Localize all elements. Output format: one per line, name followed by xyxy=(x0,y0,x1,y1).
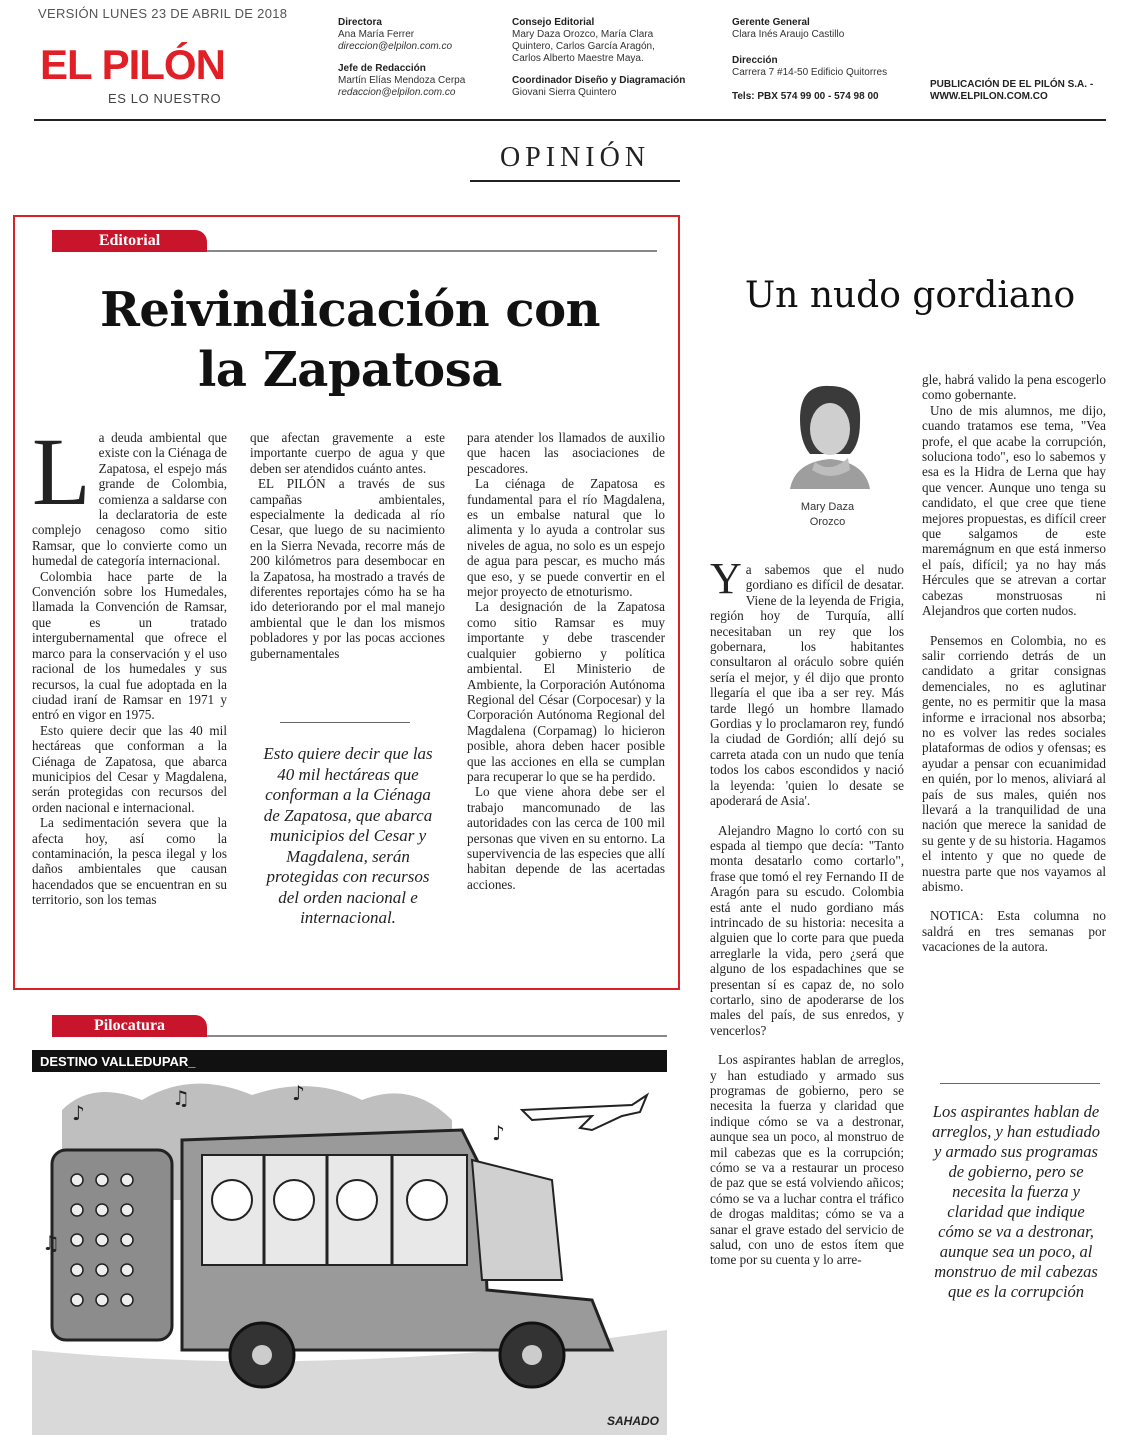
pilocatura-tag-rule xyxy=(207,1035,667,1037)
edition-date: VERSIÓN LUNES 23 DE ABRIL DE 2018 xyxy=(38,6,288,21)
column-body-1 xyxy=(710,554,904,1268)
masthead-staff-col3 xyxy=(732,17,887,103)
directora-email[interactable]: direccion@elpilon.com.co xyxy=(338,41,453,52)
editorial-paragraph: Lo que viene ahora debe ser el trabajo mancomunado de las autoridades con las cerca de 100 mil personas que viven en su entorno. La supervivencia de las especies que allí habitan depende de las acertadas acciones. xyxy=(467,784,665,892)
svg-text:♫: ♫ xyxy=(42,1231,60,1255)
directora-title: Directora xyxy=(338,17,382,28)
editorial-headline-line2: la Zapatosa xyxy=(198,342,502,398)
editorial-dropcap: L xyxy=(32,418,91,525)
bus-cartoon-illustration[interactable] xyxy=(32,1050,667,1435)
masthead-rule xyxy=(34,119,1106,121)
newspaper-logo[interactable]: EL PILÓN xyxy=(40,41,225,88)
publisher-info xyxy=(930,79,1093,103)
author-portrait-icon xyxy=(770,374,885,489)
author-name-line1: Mary Daza xyxy=(800,501,855,513)
consejo-names-1: Mary Daza Orozco, María Clara xyxy=(512,29,654,40)
tels: Tels: PBX 574 99 00 - 574 98 00 xyxy=(732,91,879,102)
newspaper-slogan: ES LO NUESTRO xyxy=(108,91,222,106)
column-dropcap: Y xyxy=(710,554,742,603)
column-paragraph: Uno de mis alumnos, me dijo, cuando tratamos ese tema, "Vea profe, el que acabe la corrupción, soluciona todo", eso lo sabemos y esa es la Hidra de Lerna que hay que vencer. Aunque uno tenga su candidato, el que cree que tiene mejores propuestas, es difícil creer que salgamos de este maremágnum en que está inmerso el país, difícil; ya no hay más Hércules que se atrevan a cortar cabezas monstruosas ni Alejandros que corten nudos. xyxy=(922,402,1106,619)
consejo-names-3: Carlos Alberto Maestre Maya. xyxy=(512,53,644,64)
section-rule xyxy=(470,180,680,182)
publisher-website[interactable]: WWW.ELPILON.COM.CO xyxy=(930,91,1048,102)
editorial-tag-rule xyxy=(207,250,657,252)
editorial-paragraph: a deuda ambiental que existe con la Ciénaga de Zapatosa, el espejo más grande de Colombia, comienza a saldarse con la declaratoria de este complejo cenagoso como sitio Ramsar, que lo convierte como un humedal de categoría internacional. xyxy=(32,430,227,569)
gerente-name: Clara Inés Araujo Castillo xyxy=(732,29,845,40)
editorial-column-2 xyxy=(250,430,445,661)
gerente-title: Gerente General xyxy=(732,17,810,28)
column-paragraph: Pensemos en Colombia, no es salir corriendo detrás de un candidato a gritar consignas demenciales, no es aglutinar gente, no es permitir que la masa informe e irracional nos absorba; no es volver las redes sociales plataformas de odios y ofensas; es ayudar a pensar con ecuanimidad en quién, por lo menos, aliviará al país de sus males, quién nos llevará a la tranquilidad de una nación que merece la sanidad de su gente y de su historia. Hagamos el intento y que no quede de nuestra parte que nos vayamos al abismo. xyxy=(922,632,1106,894)
editorial-paragraph: para atender los llamados de auxilio que hacen las asociaciones de pescadores. xyxy=(467,430,665,476)
editorial-pullquote: Esto quiere decir que las 40 mil hectáreas que conforman a la Ciénaga de Zapatosa, que abarca municipios del Cesar y Magdalena, serán protegidas con recursos del orden nacional e internacional. xyxy=(263,744,433,927)
editorial-tag: Editorial xyxy=(52,230,207,252)
coord-title: Coordinador Diseño y Diagramación xyxy=(512,75,686,86)
author-name xyxy=(760,500,895,530)
direccion-value: Carrera 7 #14-50 Edificio Quitorres xyxy=(732,67,888,78)
jefe-email[interactable]: redaccion@elpilon.com.co xyxy=(338,87,456,98)
pilocatura-tag: Pilocatura xyxy=(52,1015,207,1037)
column-paragraph: gle, habrá valido la pena escogerlo como gobernante. xyxy=(922,372,1106,403)
editorial-paragraph: Colombia hace parte de la Convención sobre los Humedales, llamada la Convención de Ramsar, que es un tratado intergubernamental que ofrece el marco para la conservación y el uso racional de los humedales y sus recursos, la cual fue adoptada en la ciudad iraní de Ramsar en 1971 y entró en vigor en 1975. xyxy=(32,568,227,723)
svg-text:♫: ♫ xyxy=(172,1086,190,1110)
publisher-name: PUBLICACIÓN DE EL PILÓN S.A. - xyxy=(930,79,1094,90)
directora-name: Ana María Ferrer xyxy=(338,29,415,40)
column-body-2 xyxy=(922,372,1106,955)
column-pullquote: Los aspirantes hablan de arreglos, y han estudiado y armado sus programas de gobierno, pero se necesita la fuerza y claridad que indique cómo se va a destronar, aunque sea un poco, al monstruo de mil cabezas que es la corrupción xyxy=(931,1102,1101,1301)
direccion-title: Dirección xyxy=(732,55,778,66)
editorial-paragraph: que afectan gravemente a este importante cuerpo de agua y que deben ser atendidos cuánto antes. xyxy=(250,430,445,476)
editorial-pullquote-rule xyxy=(280,722,410,723)
jefe-name: Martín Elías Mendoza Cerpa xyxy=(338,75,466,86)
column-pullquote-rule xyxy=(940,1083,1100,1084)
section-title: OPINIÓN xyxy=(499,142,651,173)
column-headline[interactable]: Un nudo gordiano xyxy=(744,275,1076,316)
column-paragraph: NOTICA: Esta columna no saldrá en tres semanas por vacaciones de la autora. xyxy=(922,908,1106,955)
editorial-headline-line1: Reivindicación con xyxy=(99,282,601,338)
coord-name: Giovani Sierra Quintero xyxy=(512,87,617,98)
editorial-paragraph: Esto quiere decir que las 40 mil hectáreas que conforman a la Ciénaga de Zapatosa, que abarca municipios del Cesar y Magdalena, serán protegidas con recursos del orden nacional e internacional. xyxy=(32,722,227,815)
cartoon-banner: DESTINO VALLEDUPAR_ xyxy=(40,1054,196,1069)
column-paragraph: Los aspirantes hablan de arreglos, y han estudiado y armado sus programas de gobierno, pero se necesita la fuerza y claridad que indique cómo se va a destronar, aunque sea un poco, al monstruo de mil cabezas que es la corrupción; cómo se va a restaurar un proceso de paz que se está volviendo añicos; cómo se va a luchar contra el tráfico de drogas malditas; cómo se va a sanar el grave estado del servicio de salud, con uno de estos ítem que tome por su cuenta y lo arre- xyxy=(710,1052,904,1268)
editorial-headline[interactable] xyxy=(40,280,660,400)
cartoon-signature: SAHADO xyxy=(607,1414,660,1428)
jefe-title: Jefe de Redacción xyxy=(338,63,426,74)
consejo-title: Consejo Editorial xyxy=(512,17,595,28)
svg-text:♪: ♪ xyxy=(292,1081,305,1105)
editorial-column-1 xyxy=(32,418,227,908)
editorial-column-3 xyxy=(467,430,665,892)
editorial-paragraph: La designación de la Zapatosa como sitio Ramsar es muy importante y debe trascender cualquier gobierno y política ambiental. El Ministerio de Ambiente, la Corporación Autónoma Regional del César (Corpocesar) y la Corporación Autónoma Regional del Magdalena (Corpamag) lo hicieron posible, ahora deben hacer posible que las acciones en ella se cumplan para recuperar lo que se ha perdido. xyxy=(467,599,665,784)
column-paragraph: Alejandro Magno lo cortó con su espada al tiempo que decía: "Tanto monta desatarlo como cortarlo", frase que tomó el rey Fernando II de Aragón para su escudo. Colombia está ante el nudo gordiano más intrincado de su historia: necesita a alguien que lo corte para que pueda arreglarle la vida, pero ¿será que alguno de los espadachines que se presentan sí es capaz de, no solo cortarlo, sino de apoderarse de los males del país, de sus enredos, y vencerlos? xyxy=(710,822,904,1038)
consejo-names-2: Quintero, Carlos García Aragón, xyxy=(512,41,655,52)
editorial-paragraph: La ciénaga de Zapatosa es fundamental para el río Magdalena, es un embalse natural que lo alimenta y lo ayuda a controlar sus niveles de agua, no solo es un espejo de agua para pescar, es mucho más que eso, y se puede convertir en el mejor proyecto de etnoturismo. xyxy=(467,476,665,600)
author-name-line2: Orozco xyxy=(809,516,846,528)
masthead-staff-col2 xyxy=(512,17,685,99)
editorial-paragraph: EL PILÓN a través de sus campañas ambientales, especialmente la dedicada al río Cesar, que luego de su nacimiento en la Sierra Nevada, recorre más de 200 kilómetros para desembocar en la Zapatosa, ha mostrado a través de diferentes reportajes cómo ha se ha ido deteriorando por el mal manejo ambiental que le dan los mismos pobladores y por las pocas acciones gubernamentales xyxy=(250,476,445,661)
column-paragraph: a sabemos que el nudo gordiano es difícil de desatar. Viene de la leyenda de Frigia, región hoy de Turquía, allí necesitaban un rey que los gobernara, los habitantes consultaron al oráculo sobre quién sería el mejor, y él dijo que pronto llegaría el que iba a ser rey. Más tarde llegó un hombre llamado Gordias y lo proclamaron rey, fundó la ciudad de Gordión; allí dejó su carreta atada con un nudo que tenía todos los cabos escondidos y nació la leyenda: 'quien lo desate se apoderará de Asia'. xyxy=(710,562,904,809)
editorial-paragraph: La sedimentación severa que la afecta hoy, así como la contaminación, la pesca ilegal y los daños ambientales que causan hacendados que se encuentran en su territorio, son los temas xyxy=(32,815,227,908)
svg-text:♪: ♪ xyxy=(72,1101,85,1125)
svg-text:♪: ♪ xyxy=(492,1121,505,1145)
masthead-staff-col1 xyxy=(338,17,465,99)
